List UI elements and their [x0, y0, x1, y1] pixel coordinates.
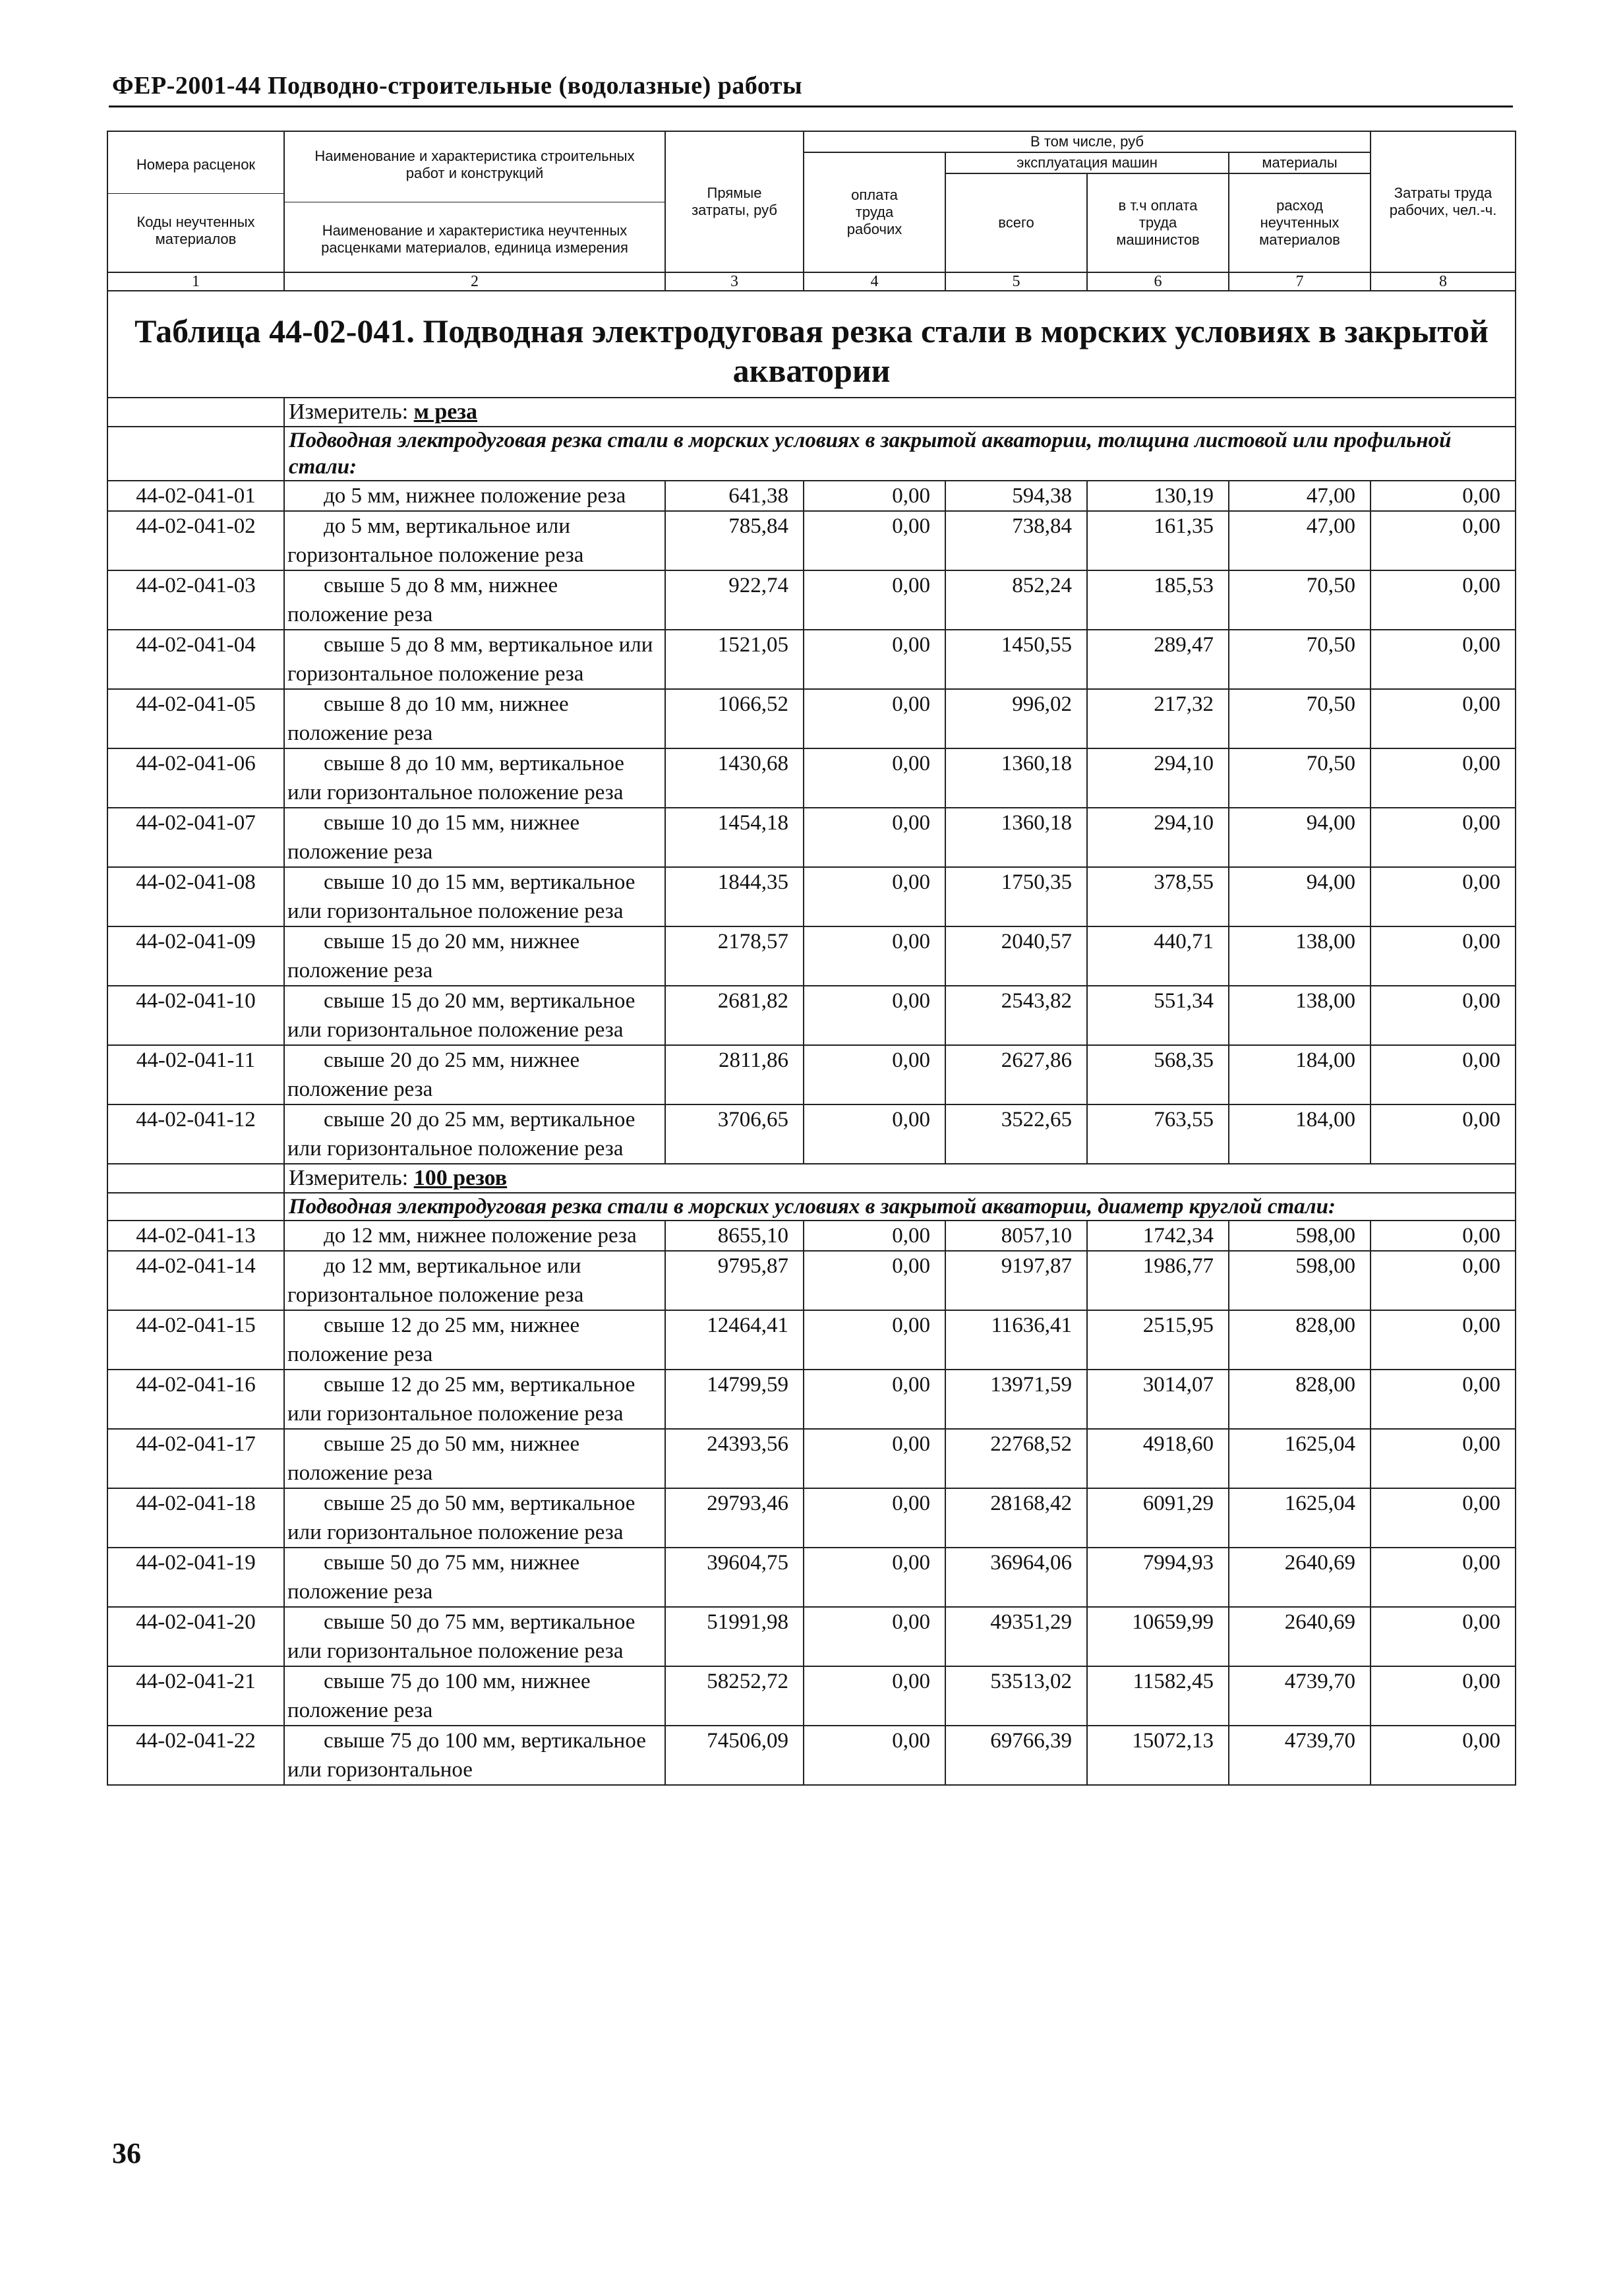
- value-materials: 70,50: [1229, 570, 1371, 630]
- header-operators: в т.ч оплата труда машинистов: [1087, 173, 1229, 272]
- value-direct: 9795,87: [665, 1251, 804, 1310]
- running-head: ФЕР-2001-44 Подводно-строительные (водолазные) работы: [112, 72, 803, 100]
- work-name: свыше 25 до 50 мм, нижнее положение реза: [284, 1429, 665, 1488]
- value-wages: 0,00: [804, 511, 945, 570]
- value-direct: 8655,10: [665, 1221, 804, 1251]
- value-machines: 2627,86: [945, 1045, 1087, 1104]
- column-number: 1: [107, 272, 284, 291]
- value-direct: 51991,98: [665, 1607, 804, 1666]
- table-row: [107, 511, 1516, 570]
- value-wages: 0,00: [804, 689, 945, 748]
- value-machines: 53513,02: [945, 1666, 1087, 1726]
- value-materials: 4739,70: [1229, 1726, 1371, 1785]
- value-operators: 551,34: [1087, 986, 1229, 1045]
- table-row: [107, 986, 1516, 1045]
- value-operators: 378,55: [1087, 867, 1229, 926]
- value-wages: 0,00: [804, 867, 945, 926]
- value-wages: 0,00: [804, 570, 945, 630]
- work-name: свыше 15 до 20 мм, нижнее положение реза: [284, 926, 665, 986]
- value-direct: 1454,18: [665, 808, 804, 867]
- rate-code: 44-02-041-03: [107, 570, 284, 630]
- header-rule: [109, 106, 1513, 107]
- value-labor: 0,00: [1371, 986, 1516, 1045]
- value-direct: 39604,75: [665, 1548, 804, 1607]
- value-machines: 1360,18: [945, 748, 1087, 808]
- table-header: [107, 131, 1516, 291]
- value-labor: 0,00: [1371, 1310, 1516, 1370]
- value-operators: 7994,93: [1087, 1548, 1229, 1607]
- value-materials: 4739,70: [1229, 1666, 1371, 1726]
- value-operators: 11582,45: [1087, 1666, 1229, 1726]
- table-row: [107, 808, 1516, 867]
- column-number: 5: [945, 272, 1087, 291]
- value-materials: 2640,69: [1229, 1548, 1371, 1607]
- value-materials: 184,00: [1229, 1045, 1371, 1104]
- group-heading: Подводная электродуговая резка стали в морских условиях в закрытой акватории, толщина листовой или профильной стали:: [284, 427, 1516, 481]
- value-machines: 1450,55: [945, 630, 1087, 689]
- value-operators: 15072,13: [1087, 1726, 1229, 1785]
- unit-prefix: Измеритель:: [289, 1166, 414, 1190]
- value-machines: 852,24: [945, 570, 1087, 630]
- table-row: [107, 1221, 1516, 1251]
- unit-label: [284, 1164, 1516, 1193]
- value-wages: 0,00: [804, 1370, 945, 1429]
- value-labor: 0,00: [1371, 570, 1516, 630]
- value-direct: 1844,35: [665, 867, 804, 926]
- header-machines-total: всего: [945, 173, 1087, 272]
- unit-value: 100 резов: [413, 1166, 508, 1190]
- value-labor: 0,00: [1371, 1370, 1516, 1429]
- value-direct: 1521,05: [665, 630, 804, 689]
- work-name: свыше 12 до 25 мм, нижнее положение реза: [284, 1310, 665, 1370]
- rate-code: 44-02-041-19: [107, 1548, 284, 1607]
- rate-code: 44-02-041-08: [107, 867, 284, 926]
- value-operators: 289,47: [1087, 630, 1229, 689]
- value-labor: 0,00: [1371, 1045, 1516, 1104]
- unit-row: [107, 1164, 1516, 1193]
- table-row: [107, 689, 1516, 748]
- value-machines: 996,02: [945, 689, 1087, 748]
- value-machines: 594,38: [945, 481, 1087, 511]
- value-labor: 0,00: [1371, 1548, 1516, 1607]
- value-direct: 24393,56: [665, 1429, 804, 1488]
- value-materials: 2640,69: [1229, 1607, 1371, 1666]
- value-materials: 598,00: [1229, 1221, 1371, 1251]
- value-machines: 69766,39: [945, 1726, 1087, 1785]
- value-machines: 8057,10: [945, 1221, 1087, 1251]
- value-operators: 130,19: [1087, 481, 1229, 511]
- value-machines: 738,84: [945, 511, 1087, 570]
- value-labor: 0,00: [1371, 1607, 1516, 1666]
- value-wages: 0,00: [804, 808, 945, 867]
- table-row: [107, 1251, 1516, 1310]
- work-name: до 5 мм, нижнее положение реза: [284, 481, 665, 511]
- value-materials: 138,00: [1229, 986, 1371, 1045]
- unit-row-blank: [107, 1164, 284, 1193]
- rate-code: 44-02-041-09: [107, 926, 284, 986]
- value-materials: 598,00: [1229, 1251, 1371, 1310]
- value-operators: 1742,34: [1087, 1221, 1229, 1251]
- rate-code: 44-02-041-05: [107, 689, 284, 748]
- value-direct: 922,74: [665, 570, 804, 630]
- rate-code: 44-02-041-11: [107, 1045, 284, 1104]
- value-direct: 1066,52: [665, 689, 804, 748]
- value-operators: 10659,99: [1087, 1607, 1229, 1666]
- value-labor: 0,00: [1371, 867, 1516, 926]
- rate-code: 44-02-041-20: [107, 1607, 284, 1666]
- work-name: свыше 8 до 10 мм, вертикальное или горизонтальное положение реза: [284, 748, 665, 808]
- value-materials: 47,00: [1229, 481, 1371, 511]
- value-labor: 0,00: [1371, 630, 1516, 689]
- table-body: [107, 291, 1516, 1785]
- value-labor: 0,00: [1371, 1221, 1516, 1251]
- value-direct: 1430,68: [665, 748, 804, 808]
- value-materials: 70,50: [1229, 630, 1371, 689]
- work-name: до 5 мм, вертикальное или горизонтальное положение реза: [284, 511, 665, 570]
- value-machines: 1360,18: [945, 808, 1087, 867]
- value-operators: 6091,29: [1087, 1488, 1229, 1548]
- value-operators: 1986,77: [1087, 1251, 1229, 1310]
- value-labor: 0,00: [1371, 748, 1516, 808]
- value-machines: 9197,87: [945, 1251, 1087, 1310]
- value-labor: 0,00: [1371, 689, 1516, 748]
- value-direct: 29793,46: [665, 1488, 804, 1548]
- column-number: 3: [665, 272, 804, 291]
- value-operators: 294,10: [1087, 808, 1229, 867]
- work-name: свыше 75 до 100 мм, вертикальное или горизонтальное: [284, 1726, 665, 1785]
- rate-code: 44-02-041-14: [107, 1251, 284, 1310]
- table-title-row: [107, 291, 1516, 398]
- value-operators: 217,32: [1087, 689, 1229, 748]
- work-name: свыше 50 до 75 мм, вертикальное или горизонтальное положение реза: [284, 1607, 665, 1666]
- value-labor: 0,00: [1371, 1251, 1516, 1310]
- table-row: [107, 1548, 1516, 1607]
- column-number: 6: [1087, 272, 1229, 291]
- rate-code: 44-02-041-06: [107, 748, 284, 808]
- table-row: [107, 867, 1516, 926]
- table-row: [107, 926, 1516, 986]
- value-wages: 0,00: [804, 1045, 945, 1104]
- table-row: [107, 1607, 1516, 1666]
- value-wages: 0,00: [804, 1251, 945, 1310]
- table-row: [107, 1488, 1516, 1548]
- value-materials: 828,00: [1229, 1370, 1371, 1429]
- value-machines: 3522,65: [945, 1104, 1087, 1164]
- column-numbers-row: [107, 272, 1516, 291]
- table-row: [107, 570, 1516, 630]
- work-name: свыше 5 до 8 мм, нижнее положение реза: [284, 570, 665, 630]
- table-row: [107, 748, 1516, 808]
- page-number: 36: [112, 2137, 141, 2169]
- value-labor: 0,00: [1371, 481, 1516, 511]
- value-materials: 94,00: [1229, 808, 1371, 867]
- value-labor: 0,00: [1371, 1104, 1516, 1164]
- work-name: до 12 мм, нижнее положение реза: [284, 1221, 665, 1251]
- value-operators: 294,10: [1087, 748, 1229, 808]
- work-name: до 12 мм, вертикальное или горизонтальное положение реза: [284, 1251, 665, 1310]
- value-labor: 0,00: [1371, 926, 1516, 986]
- value-direct: 58252,72: [665, 1666, 804, 1726]
- table-row: [107, 1045, 1516, 1104]
- value-wages: 0,00: [804, 1607, 945, 1666]
- work-name: свыше 20 до 25 мм, нижнее положение реза: [284, 1045, 665, 1104]
- column-number: 4: [804, 272, 945, 291]
- rate-code: 44-02-041-10: [107, 986, 284, 1045]
- table-row: [107, 1370, 1516, 1429]
- rate-code: 44-02-041-17: [107, 1429, 284, 1488]
- value-labor: 0,00: [1371, 1726, 1516, 1785]
- group-row-blank: [107, 1193, 284, 1221]
- unit-row: [107, 398, 1516, 427]
- table-row: [107, 630, 1516, 689]
- value-wages: 0,00: [804, 1726, 945, 1785]
- work-name: свыше 10 до 15 мм, вертикальное или горизонтальное положение реза: [284, 867, 665, 926]
- value-machines: 49351,29: [945, 1607, 1087, 1666]
- value-labor: 0,00: [1371, 808, 1516, 867]
- rate-code: 44-02-041-01: [107, 481, 284, 511]
- work-name: свыше 12 до 25 мм, вертикальное или горизонтальное положение реза: [284, 1370, 665, 1429]
- value-wages: 0,00: [804, 748, 945, 808]
- rate-code: 44-02-041-02: [107, 511, 284, 570]
- value-direct: 3706,65: [665, 1104, 804, 1164]
- value-operators: 763,55: [1087, 1104, 1229, 1164]
- table-row: [107, 1310, 1516, 1370]
- value-wages: 0,00: [804, 1548, 945, 1607]
- header-names: Наименование и характеристика строительных работ и конструкций Наименование и характеристика неучтенных расценками материалов, единица измерения: [284, 131, 665, 272]
- value-labor: 0,00: [1371, 1429, 1516, 1488]
- value-direct: 12464,41: [665, 1310, 804, 1370]
- table-title: Таблица 44-02-041. Подводная электродуговая резка стали в морских условиях в закрытой акватории: [107, 291, 1516, 398]
- value-operators: 440,71: [1087, 926, 1229, 986]
- column-number: 7: [1229, 272, 1371, 291]
- rate-code: 44-02-041-12: [107, 1104, 284, 1164]
- work-name: свыше 50 до 75 мм, нижнее положение реза: [284, 1548, 665, 1607]
- table-row: [107, 1104, 1516, 1164]
- value-wages: 0,00: [804, 926, 945, 986]
- rate-code: 44-02-041-21: [107, 1666, 284, 1726]
- value-wages: 0,00: [804, 986, 945, 1045]
- column-number: 2: [284, 272, 665, 291]
- work-name: свыше 20 до 25 мм, вертикальное или горизонтальное положение реза: [284, 1104, 665, 1164]
- value-machines: 2040,57: [945, 926, 1087, 986]
- value-wages: 0,00: [804, 630, 945, 689]
- value-materials: 184,00: [1229, 1104, 1371, 1164]
- work-name: свыше 10 до 15 мм, нижнее положение реза: [284, 808, 665, 867]
- value-operators: 2515,95: [1087, 1310, 1229, 1370]
- value-direct: 14799,59: [665, 1370, 804, 1429]
- value-materials: 47,00: [1229, 511, 1371, 570]
- header-direct-costs: Прямые затраты, руб: [665, 131, 804, 272]
- value-operators: 161,35: [1087, 511, 1229, 570]
- work-name: свыше 15 до 20 мм, вертикальное или горизонтальное положение реза: [284, 986, 665, 1045]
- header-machines: эксплуатация машин: [945, 152, 1229, 173]
- value-labor: 0,00: [1371, 1488, 1516, 1548]
- unit-value: м реза: [413, 400, 478, 424]
- value-labor: 0,00: [1371, 1666, 1516, 1726]
- value-direct: 785,84: [665, 511, 804, 570]
- group-row-blank: [107, 427, 284, 481]
- work-name: свыше 75 до 100 мм, нижнее положение реза: [284, 1666, 665, 1726]
- rate-code: 44-02-041-04: [107, 630, 284, 689]
- value-operators: 568,35: [1087, 1045, 1229, 1104]
- value-direct: 2178,57: [665, 926, 804, 986]
- header-wages: оплата труда рабочих: [804, 152, 945, 272]
- table-row: [107, 1666, 1516, 1726]
- rate-code: 44-02-041-18: [107, 1488, 284, 1548]
- header-codes: Номера расценок Коды неучтенных материалов: [107, 131, 284, 272]
- work-name: свыше 8 до 10 мм, нижнее положение реза: [284, 689, 665, 748]
- value-wages: 0,00: [804, 481, 945, 511]
- value-materials: 94,00: [1229, 867, 1371, 926]
- value-materials: 138,00: [1229, 926, 1371, 986]
- unit-row-blank: [107, 398, 284, 427]
- value-machines: 36964,06: [945, 1548, 1087, 1607]
- group-heading-row: [107, 1193, 1516, 1221]
- value-machines: 11636,41: [945, 1310, 1087, 1370]
- unit-prefix: Измеритель:: [289, 400, 414, 424]
- table-row: [107, 1726, 1516, 1785]
- unit-label: [284, 398, 1516, 427]
- value-operators: 185,53: [1087, 570, 1229, 630]
- table-row: [107, 1429, 1516, 1488]
- value-materials: 70,50: [1229, 748, 1371, 808]
- value-wages: 0,00: [804, 1488, 945, 1548]
- column-number: 8: [1371, 272, 1516, 291]
- value-machines: 2543,82: [945, 986, 1087, 1045]
- table-row: [107, 481, 1516, 511]
- value-machines: 22768,52: [945, 1429, 1087, 1488]
- header-including: В том числе, руб: [804, 131, 1371, 152]
- header-unaccounted-materials: расход неучтенных материалов: [1229, 173, 1371, 272]
- value-wages: 0,00: [804, 1310, 945, 1370]
- price-table: [107, 131, 1516, 1786]
- value-wages: 0,00: [804, 1221, 945, 1251]
- header-labor: Затраты труда рабочих, чел.-ч.: [1371, 131, 1516, 272]
- value-labor: 0,00: [1371, 511, 1516, 570]
- value-materials: 1625,04: [1229, 1429, 1371, 1488]
- work-name: свыше 5 до 8 мм, вертикальное или горизонтальное положение реза: [284, 630, 665, 689]
- rate-code: 44-02-041-13: [107, 1221, 284, 1251]
- group-heading-row: [107, 427, 1516, 481]
- value-wages: 0,00: [804, 1104, 945, 1164]
- value-materials: 70,50: [1229, 689, 1371, 748]
- value-machines: 13971,59: [945, 1370, 1087, 1429]
- group-heading: Подводная электродуговая резка стали в морских условиях в закрытой акватории, диаметр круглой стали:: [284, 1193, 1516, 1221]
- rate-code: 44-02-041-15: [107, 1310, 284, 1370]
- value-operators: 3014,07: [1087, 1370, 1229, 1429]
- value-wages: 0,00: [804, 1666, 945, 1726]
- value-direct: 2681,82: [665, 986, 804, 1045]
- header-materials: материалы: [1229, 152, 1371, 173]
- value-machines: 1750,35: [945, 867, 1087, 926]
- rate-code: 44-02-041-16: [107, 1370, 284, 1429]
- value-materials: 828,00: [1229, 1310, 1371, 1370]
- value-wages: 0,00: [804, 1429, 945, 1488]
- work-name: свыше 25 до 50 мм, вертикальное или горизонтальное положение реза: [284, 1488, 665, 1548]
- value-materials: 1625,04: [1229, 1488, 1371, 1548]
- value-machines: 28168,42: [945, 1488, 1087, 1548]
- value-direct: 74506,09: [665, 1726, 804, 1785]
- value-direct: 641,38: [665, 481, 804, 511]
- value-operators: 4918,60: [1087, 1429, 1229, 1488]
- rate-code: 44-02-041-07: [107, 808, 284, 867]
- rate-code: 44-02-041-22: [107, 1726, 284, 1785]
- value-direct: 2811,86: [665, 1045, 804, 1104]
